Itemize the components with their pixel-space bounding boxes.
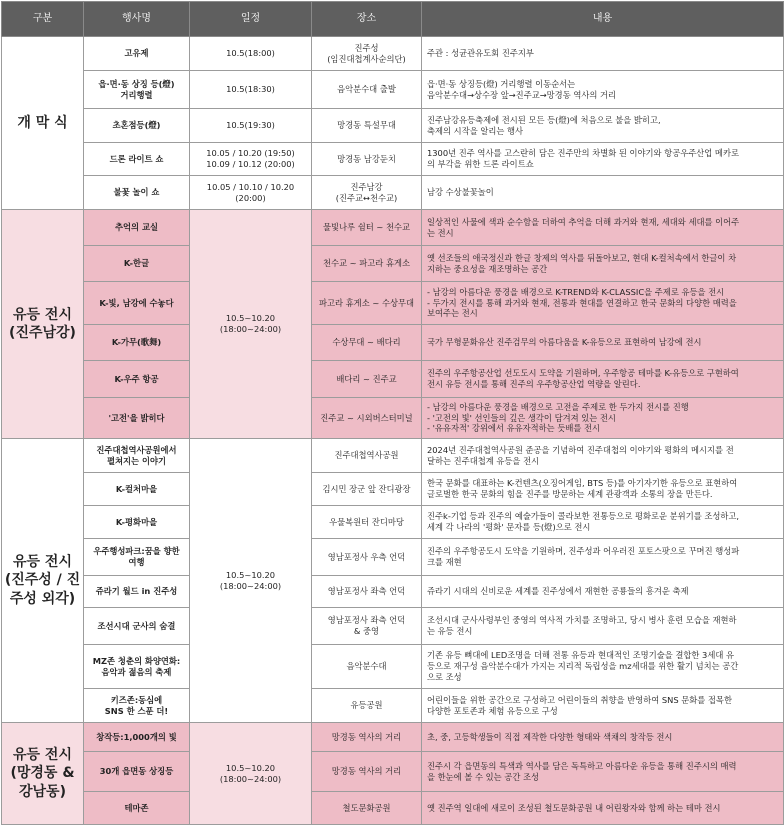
venue-cell: [312, 608, 422, 645]
schedule-cell: [190, 37, 312, 71]
content-cell: [422, 71, 784, 109]
text-line: 배다리 ~ 진주교: [336, 373, 397, 384]
table-row: [2, 71, 784, 109]
table-row: [2, 689, 784, 723]
text-line: (20:00): [235, 192, 266, 203]
text-line: 일상적인 사물에 색과 순수함을 더하여 추억을 더해 과거와 현재, 세대와 세대를 이어주: [427, 216, 740, 227]
text-line: - 남강의 아름다운 풍경을 배경으로 K-TREND와 K-CLASSIC을 주제로 유등을 전시: [427, 286, 725, 297]
content-cell: [422, 792, 784, 825]
text-line: 진주남강유등축제에 전시된 모든 등(燈)에 처음으로 불을 밝히고,: [427, 114, 661, 125]
venue-cell: [312, 37, 422, 71]
text-line: 글로벌한 한국 문화의 힘을 진주를 방문하는 세계 관광객과 소통의 장을 만든다.: [427, 489, 713, 499]
content-cell: [422, 325, 784, 361]
content-cell: [422, 723, 784, 752]
schedule-cell: [190, 71, 312, 109]
text-line: 초혼점등(燈): [112, 120, 161, 131]
text-line: 어린이들을 위한 공간으로 구성하고 어린이들의 취향을 반영하여 SNS 문화를 접목한: [427, 694, 732, 705]
text-line: (진주성 / 진: [4, 572, 81, 589]
text-line: 강남동): [19, 783, 66, 800]
table-row: [2, 645, 784, 689]
venue-cell: [312, 282, 422, 325]
text-line: 10.05 / 10.10 / 10.20: [206, 181, 295, 192]
header-venue: 장소: [312, 2, 422, 37]
table-body: [2, 37, 784, 825]
event-name-cell: [84, 689, 190, 723]
text-line: 망경동 역사의 거리: [331, 766, 402, 777]
event-name-cell: [84, 325, 190, 361]
text-line: K-컬처마을: [115, 483, 158, 494]
text-line: 음악분수대 출발: [337, 84, 396, 95]
header-event-name: 행사명: [84, 2, 190, 37]
text-line: (진주교↔천수교): [335, 192, 398, 203]
text-line: 국가 무형문화유산 진주검무의 아름다움을 K-유등으로 표현하여 남강에 전시: [427, 337, 702, 348]
table-row: [2, 539, 784, 576]
text-line: 진주시 각 읍면동의 특색과 역사를 담은 독특하고 아름다운 유등을 통해 진주시의 매력: [427, 760, 737, 771]
event-name-cell: [84, 210, 190, 246]
schedule-cell: [190, 109, 312, 143]
venue-cell: [312, 109, 422, 143]
text-line: 10.5~10.20: [225, 569, 276, 580]
text-line: - 두가지 전시를 통해 과거와 현재, 전통과 현대를 연결하고 한국 문화의 다양한 매력을: [427, 297, 737, 308]
content-cell: [422, 398, 784, 439]
text-line: 주관 : 성균관유도회 진주지부: [427, 48, 534, 59]
venue-cell: [312, 176, 422, 210]
table-row: [2, 246, 784, 282]
text-line: 진주의 우주항공산업 선도도시 도약을 기원하며, 우주항공 테마를 K-유등으로 구현하여: [427, 368, 739, 379]
text-line: 옛 진주역 일대에 새로이 조성된 철도문화공원 내 어린왕자와 함께 하는 테마 전시: [427, 802, 721, 813]
text-line: 거리행렬: [120, 89, 153, 100]
table-row: [2, 176, 784, 210]
text-line: 음악과 젊음의 축제: [101, 666, 172, 677]
text-line: 10.05 / 10.20 (19:50): [206, 148, 295, 159]
event-name-cell: [84, 71, 190, 109]
text-line: 물빛나루 쉼터 ~ 천수교: [323, 222, 410, 233]
schedule-cell: [190, 210, 312, 439]
text-line: 파고라 휴게소 ~ 수상무대: [318, 297, 414, 308]
text-line: 는 유등 전시: [427, 626, 473, 636]
text-line: 음악분수대: [346, 661, 387, 672]
text-line: 1300년 진주 역사를 고스란히 담은 진주만의 차별화 된 이야기와 항공우주산업 메카로: [427, 148, 739, 159]
content-cell: [422, 246, 784, 282]
text-line: 는 전시: [427, 227, 454, 238]
table-row: [2, 37, 784, 71]
event-name-cell: [84, 398, 190, 439]
text-line: 10.5(18:00): [226, 48, 275, 59]
schedule-cell: [190, 143, 312, 176]
text-line: 한국 문화를 대표하는 K-컨텐츠(오징어게임, BTS 등)를 아기자기한 유등으로 표현하여: [427, 478, 738, 489]
venue-cell: [312, 361, 422, 398]
venue-cell: [312, 143, 422, 176]
content-cell: [422, 506, 784, 539]
category-cell: [2, 723, 84, 825]
event-name-cell: [84, 176, 190, 210]
text-line: - 남강의 아름다운 풍경을 배경으로 고전을 주제로 한 두가지 전시를 진행: [427, 401, 689, 412]
table-row: [2, 109, 784, 143]
event-name-cell: [84, 608, 190, 645]
text-line: 유등공원: [350, 700, 383, 711]
text-line: 기존 유등 뼈대에 LED조명을 더해 전통 유등과 현대적인 조명기술을 결합한 3세대 유: [427, 650, 735, 661]
venue-cell: [312, 439, 422, 473]
event-name-cell: [84, 506, 190, 539]
text-line: 음악분수대→상수장 앞→진주교→망경동 역사의 거리: [427, 89, 617, 100]
text-line: 천수교 ~ 파고라 휴게소: [323, 258, 410, 269]
text-line: 을 한눈에 볼 수 있는 공간 조성: [427, 771, 540, 782]
text-line: 철도문화공원: [342, 802, 391, 813]
text-line: 망경동 역사의 거리: [331, 731, 402, 742]
table-row: [2, 282, 784, 325]
category-cell: [2, 210, 84, 439]
text-line: 불꽃 놀이 쇼: [113, 187, 160, 198]
table-row: [2, 608, 784, 645]
event-name-cell: [84, 792, 190, 825]
text-line: 망경동 특설무대: [337, 120, 396, 131]
schedule-cell: [190, 723, 312, 825]
text-line: 창작등:1,000개의 빛: [96, 731, 177, 742]
text-line: K-한글: [123, 258, 150, 269]
text-line: 10.5~10.20: [225, 313, 276, 324]
text-line: 영남포정사 우측 언덕: [327, 551, 406, 562]
content-cell: [422, 210, 784, 246]
event-name-cell: [84, 723, 190, 752]
text-line: 김시민 장군 앞 잔디광장: [322, 483, 411, 494]
content-cell: [422, 608, 784, 645]
text-line: 30개 읍면동 상징등: [99, 766, 174, 777]
venue-cell: [312, 689, 422, 723]
event-name-cell: [84, 645, 190, 689]
text-line: 여행: [128, 557, 145, 567]
text-line: 고유제: [124, 48, 149, 59]
text-line: (임진대첩계사순의단): [327, 53, 406, 64]
text-line: SNS 한 스푼 더!: [104, 705, 169, 716]
content-cell: [422, 282, 784, 325]
text-line: 영남포정사 좌측 언덕: [327, 615, 406, 626]
text-line: 지하는 중요성을 재조명하는 공간: [427, 263, 548, 274]
event-name-cell: [84, 246, 190, 282]
event-name-cell: [84, 473, 190, 506]
venue-cell: [312, 752, 422, 792]
venue-cell: [312, 539, 422, 576]
text-line: 10.5~10.20: [225, 762, 276, 773]
text-line: 주성 외각): [9, 590, 76, 607]
venue-cell: [312, 723, 422, 752]
text-line: 쥬라기 시대의 신비로운 세계를 진주성에서 재현한 공룡들의 흥겨운 축제: [427, 586, 689, 597]
text-line: 우물복원터 잔디마당: [329, 516, 404, 527]
text-line: 추억의 교실: [115, 222, 158, 233]
text-line: K-우주 항공: [114, 373, 159, 384]
text-line: 10.09 / 10.12 (20:00): [206, 159, 295, 169]
table-row: [2, 325, 784, 361]
text-line: 진주남강: [350, 181, 383, 192]
text-line: 쥬라기 월드 in 진주성: [95, 586, 178, 597]
content-cell: [422, 689, 784, 723]
content-cell: [422, 439, 784, 473]
table-row: [2, 439, 784, 473]
text-line: 달하는 진주대첩계 유등을 전시: [427, 455, 540, 466]
text-line: K-빛, 남강에 수놓다: [99, 297, 174, 308]
text-line: 초, 중, 고등학생들이 직접 제작한 다양한 형태와 색채의 창작등 전시: [427, 731, 673, 742]
text-line: & 중영: [353, 626, 380, 636]
festival-schedule-table: [1, 1, 784, 825]
table-row: [2, 576, 784, 608]
text-line: (18:00~24:00): [219, 324, 282, 334]
text-line: 진주대첩역사공원: [334, 450, 399, 461]
schedule-cell: [190, 176, 312, 210]
text-line: 수상무대 ~ 배다리: [332, 337, 401, 348]
table-row: [2, 723, 784, 752]
text-line: K-가무(歌舞): [111, 337, 162, 348]
text-line: (망경동 &: [10, 765, 75, 782]
table-row: [2, 752, 784, 792]
header-schedule: 일정: [190, 2, 312, 37]
text-line: 조선시대 군사의 숨결: [97, 620, 176, 631]
table-row: [2, 398, 784, 439]
venue-cell: [312, 645, 422, 689]
text-line: 유등 전시: [13, 306, 72, 323]
text-line: 테마존: [124, 802, 149, 813]
text-line: 10.5(18:30): [226, 84, 275, 95]
text-line: 의 부각을 위한 드론 라이트쇼: [427, 159, 534, 169]
text-line: 진주의 우주항공도시 도약을 기원하며, 진주성과 어우러진 포토스팟으로 꾸며진 행성파: [427, 546, 740, 557]
table-row: [2, 792, 784, 825]
venue-cell: [312, 398, 422, 439]
event-name-cell: [84, 439, 190, 473]
header-content: 내용: [422, 2, 784, 37]
content-cell: [422, 361, 784, 398]
text-line: 다양한 포토존과 체험 유등으로 구성: [427, 705, 558, 716]
venue-cell: [312, 506, 422, 539]
text-line: 크를 재현: [427, 557, 462, 567]
content-cell: [422, 645, 784, 689]
text-line: 세계 각 나라의 '평화' 문자를 등(燈)으로 전시: [427, 522, 591, 532]
text-line: - '고전의 빛' 선인들의 깊은 생각이 담겨져 있는 전시: [427, 412, 616, 423]
content-cell: [422, 109, 784, 143]
text-line: (18:00~24:00): [219, 773, 282, 784]
text-line: 읍·면·동 상징등(燈) 거리행렬 이동순서는: [427, 78, 576, 89]
text-line: 조선시대 군사사령부인 중영의 역사적 가치를 조명하고, 당시 병사 훈련 모습을 재현하: [427, 615, 737, 626]
text-line: 2024년 진주대첩역사공원 준공을 기념하여 진주대첩의 이야기와 평화의 메시지를 전: [427, 444, 734, 455]
event-name-cell: [84, 37, 190, 71]
text-line: 읍·면·동 상징 등(燈): [98, 78, 175, 89]
text-line: 등으로 재구성 음악분수대가 가지는 지리적 독립성을 mz세대를 위한 활기 넘치는 공간: [427, 661, 739, 672]
table-row: [2, 361, 784, 398]
text-line: 유등 전시: [13, 747, 72, 764]
text-line: 10.5(19:30): [226, 120, 275, 131]
text-line: '고전'을 밝히다: [108, 412, 165, 423]
text-line: 진주k-기업 등과 진주의 예술가들이 콜라보한 전통등으로 평화로운 분위기를 조성하고,: [427, 511, 740, 522]
text-line: 키즈존:동심에: [110, 694, 163, 705]
table-row: [2, 473, 784, 506]
venue-cell: [312, 325, 422, 361]
venue-cell: [312, 246, 422, 282]
content-cell: [422, 473, 784, 506]
event-name-cell: [84, 109, 190, 143]
event-name-cell: [84, 361, 190, 398]
text-line: 유등 전시: [13, 554, 72, 571]
header-category: 구분: [2, 2, 84, 37]
venue-cell: [312, 792, 422, 825]
text-line: MZ존 청춘의 화양연화:: [92, 655, 181, 666]
event-name-cell: [84, 576, 190, 608]
venue-cell: [312, 576, 422, 608]
text-line: 드론 라이트 쇼: [109, 153, 164, 164]
event-name-cell: [84, 143, 190, 176]
category-cell: [2, 439, 84, 723]
text-line: 옛 선조들의 애국정신과 한글 창제의 역사를 뒤돌아보고, 현대 K-컬처속에서 한글이 차: [427, 252, 737, 263]
text-line: 진주성: [354, 42, 379, 53]
content-cell: [422, 143, 784, 176]
text-line: 우주행성파크:꿈을 향한: [93, 546, 180, 557]
text-line: 펼쳐지는 이야기: [107, 455, 166, 466]
text-line: 망경동 남강둔치: [337, 153, 396, 164]
table-header-row: [2, 2, 784, 37]
content-cell: [422, 176, 784, 210]
content-cell: [422, 752, 784, 792]
event-name-cell: [84, 539, 190, 576]
text-line: K-평화마을: [115, 516, 158, 527]
text-line: 으로 조성: [427, 671, 462, 682]
venue-cell: [312, 71, 422, 109]
text-line: - '유유자적' 강위에서 유유자적하는 듯배를 전시: [427, 423, 601, 434]
event-name-cell: [84, 282, 190, 325]
text-line: 개 막 식: [17, 114, 68, 131]
text-line: (진주남강): [9, 325, 76, 341]
table-row: [2, 506, 784, 539]
venue-cell: [312, 473, 422, 506]
text-line: (18:00~24:00): [219, 580, 282, 591]
table-row: [2, 143, 784, 176]
category-cell: [2, 37, 84, 210]
text-line: 남강 수상불꽃놀이: [427, 187, 494, 198]
table-row: [2, 210, 784, 246]
text-line: 진주대첩역사공원에서: [96, 444, 177, 455]
venue-cell: [312, 210, 422, 246]
schedule-cell: [190, 439, 312, 723]
text-line: 진주교 ~ 시외버스터미널: [320, 412, 413, 423]
text-line: 영남포정사 좌측 언덕: [327, 586, 406, 597]
content-cell: [422, 539, 784, 576]
text-line: 축제의 시작을 알리는 행사: [427, 125, 524, 136]
text-line: 보여주는 전시: [427, 308, 478, 319]
content-cell: [422, 576, 784, 608]
event-name-cell: [84, 752, 190, 792]
text-line: 전시 유등 전시를 통해 진주의 우주항공산업 역량을 알린다.: [427, 379, 641, 389]
content-cell: [422, 37, 784, 71]
